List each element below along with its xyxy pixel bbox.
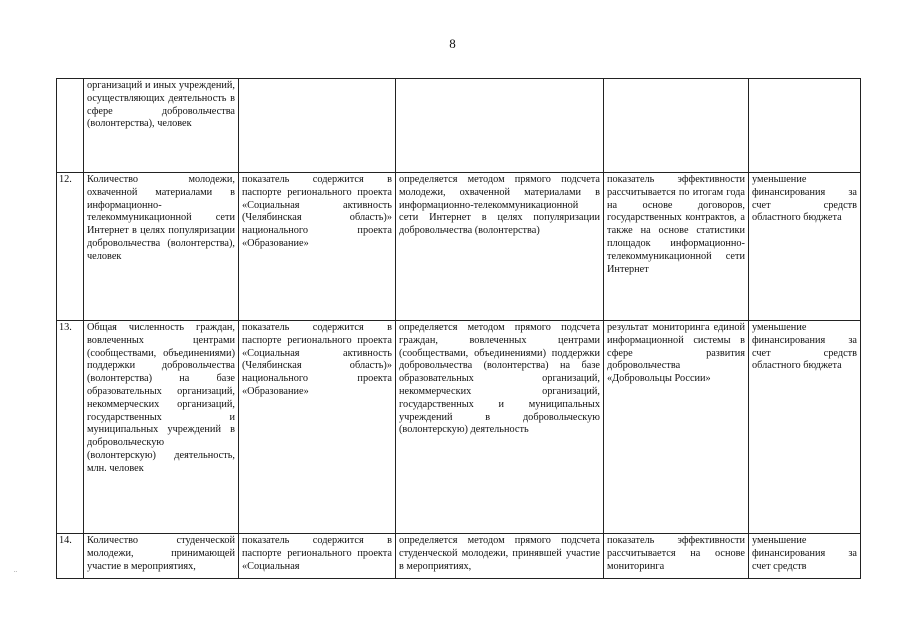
indicator-cell: организаций и иных учреждений, осуществляющих деятельность в сфере добровольчества (волонтерства), человек <box>84 79 239 173</box>
table-row <box>57 173 861 321</box>
table-row <box>57 79 861 173</box>
monitoring-cell: показатель эффективности рассчитывается по итогам года на основе договоров, государственных контрактов, а также на основе статистики площадок информационно-телекоммуникационной сети Интернет <box>604 173 749 321</box>
row-number: 13. <box>57 321 84 534</box>
method-cell: определяется методом прямого подсчета граждан, вовлеченных центрами (сообществами, объединениями) поддержки добровольчества (волонтерства) на базе образовательных организаций, некоммерческих организаций, государственных и муниципальных учреждений в добровольческую (волонтерскую) деятельность <box>396 321 604 534</box>
finance-cell: уменьшение финансирования за счет средств областного бюджета <box>749 173 861 321</box>
row-number <box>57 79 84 173</box>
finance-cell <box>749 79 861 173</box>
margin-mark: .. <box>14 568 17 574</box>
page-number: 8 <box>449 36 456 51</box>
monitoring-cell: результат мониторинга единой информационной системы в сфере развития добровольчества «Добровольцы России» <box>604 321 749 534</box>
source-cell: показатель содержится в паспорте регионального проекта «Социальная активность (Челябинская область)» национального проекта «Образование» <box>239 321 396 534</box>
indicator-cell: Количество студенческой молодежи, принимающей участие в мероприятиях, <box>84 534 239 579</box>
table-row <box>57 534 861 579</box>
indicators-table <box>56 78 861 579</box>
method-cell: определяется методом прямого подсчета студенческой молодежи, принявшей участие в мероприятиях, <box>396 534 604 579</box>
finance-cell: уменьшение финансирования за счет средств <box>749 534 861 579</box>
table-row <box>57 321 861 534</box>
method-cell <box>396 79 604 173</box>
row-number: 12. <box>57 173 84 321</box>
row-number: 14. <box>57 534 84 579</box>
indicator-cell: Общая численность граждан, вовлеченных центрами (сообществами, объединениями) поддержки добровольчества (волонтерства) на базе образовательных организаций, некоммерческих организаций, государственных и муниципальных учреждений в добровольческую (волонтерскую) деятельность, млн. человек <box>84 321 239 534</box>
finance-cell: уменьшение финансирования за счет средств областного бюджета <box>749 321 861 534</box>
source-cell: показатель содержится в паспорте регионального проекта «Социальная активность (Челябинская область)» национального проекта «Образование» <box>239 173 396 321</box>
source-cell: показатель содержится в паспорте регионального проекта «Социальная <box>239 534 396 579</box>
monitoring-cell <box>604 79 749 173</box>
indicator-cell: Количество молодежи, охваченной материалами в информационно-телекоммуникационной сети Интернет в целях популяризации добровольчества (волонтерства), человек <box>84 173 239 321</box>
monitoring-cell: показатель эффективности рассчитывается на основе мониторинга <box>604 534 749 579</box>
method-cell: определяется методом прямого подсчета молодежи, охваченной материалами в информационно-телекоммуникационной сети Интернет в целях популяризации добровольчества (волонтерства) <box>396 173 604 321</box>
source-cell <box>239 79 396 173</box>
